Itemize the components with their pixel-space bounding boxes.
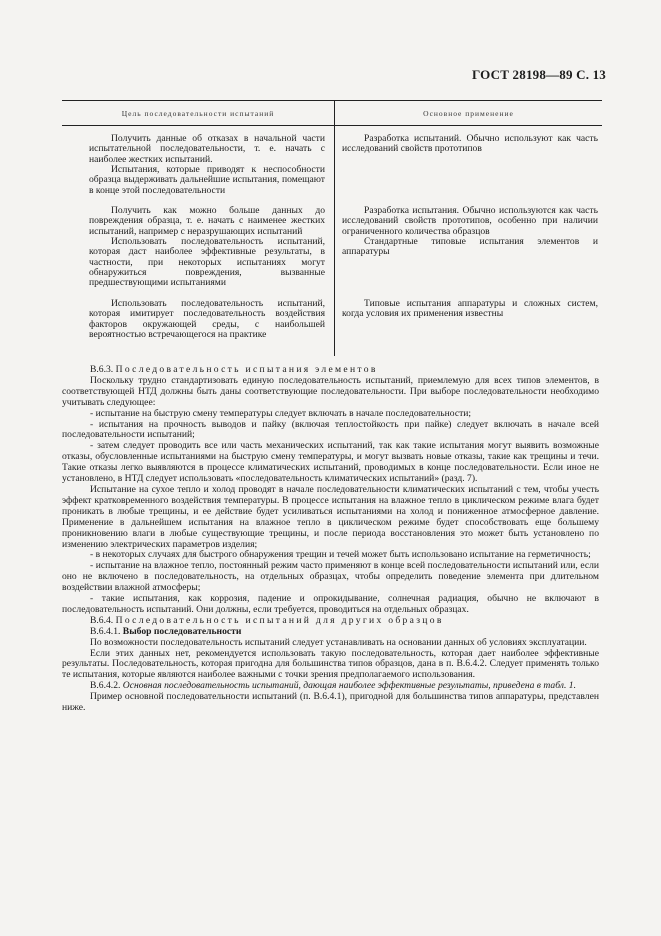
table-column-divider — [334, 100, 335, 356]
paragraph: - испытание на влажное тепло, постоянный режим часто применяют в конце всей последовательности испытаний или, если оно не включено в последовательность, на отдельных образцах, чтобы определить поведение элемента при длительном воздействии влажной атмосферы; — [62, 560, 599, 594]
table-top-rule — [62, 100, 602, 101]
paragraph: - в некоторых случаях для быстрого обнаружения трещин и течей может быть использовано испытание на герметичность; — [90, 549, 591, 561]
table-header-goal: Цель последовательности испытаний — [121, 109, 275, 118]
section-heading-b63: В.6.3. Последовательность испытания элементов — [90, 364, 378, 375]
paragraph: Если этих данных нет, рекомендуется использовать такую последовательность, которая дает наиболее эффективные результаты. Последовательность, которая пригодна для большинства типов образцов, дана в п. В.6.4.2. Следует применять только те испытания, которые являются наиболее важными с точки зрения предполагаемого использования. — [62, 647, 599, 681]
paragraph: Испытание на сухое тепло и холод проводят в начале последовательности климатических испытаний с тем, чтобы учесть эффект кратковременного воздействия температуры. В процессе испытания на влажное тепло в циклическом режиме влага будет проникать в любые трещины, и ее действие будет усиливаться испытаниями на холод и пониженное атмосферное давление. Применение в дальнейшем испытания на влажное тепло в циклическом режиме будет способствовать еще большему проникновению влаги в любые существующие трещины, и после периода восстановления это может быть установлено по изменению электрических параметров изделия; — [62, 483, 599, 550]
table-cell-application: Типовые испытания аппаратуры и сложных систем, когда условия их применения известны — [342, 298, 598, 320]
document-body — [62, 365, 599, 714]
section-heading-b641: В.6.4.1. Выбор последовательности — [90, 625, 242, 637]
section-heading-b64: В.6.4. Последовательность испытаний для других образцов — [90, 614, 444, 626]
table-cell-goal: Получить данные об отказах в начальной части испытательной последовательности, т. е. начать с наиболее жестких испытаний. — [89, 133, 325, 165]
sequence-table — [62, 100, 602, 356]
table-cell-goal: Получить как можно больше данных до повреждения образца, т. е. начать с наименее жестких испытаний, например с неразрушающих испытаний — [89, 205, 325, 237]
table-cell-goal: Испытания, которые приводят к неспособности образца выдерживать дальнейшие испытания, помещают в конце этой последовательности — [89, 164, 325, 196]
paragraph: - такие испытания, как коррозия, падение и опрокидывание, солнечная радиация, обычно не включают в последовательность испытаний. Они должны, если требуется, проводиться на отдельных образцах. — [62, 593, 599, 615]
section-heading-b642: В.6.4.2. Основная последовательность испытаний, дающая наиболее эффективные результаты, приведена в табл. 1. — [90, 680, 576, 692]
paragraph: - затем следует проводить все или часть механических испытаний, так как такие испытания могут выявить возможные отказы, обусловленные испытаниями на быструю смену температуры, и могут вызвать новые отказы, такие как трещины и течи. Такие отказы легко выявляются в процессе климатических испытаний, проводимых в конце последовательности. Если иное не установлено, в НТД следует использовать «последовательность климатических испытаний» (разд. 7). — [62, 440, 599, 485]
paragraph: - испытание на быструю смену температуры следует включать в начале последовательности; — [90, 407, 472, 419]
paragraph: - испытания на прочность выводов и пайку (включая теплостойкость при пайке) следует включать в начале всей последовательности испытаний; — [62, 418, 599, 441]
table-header-application: Основное применение — [423, 109, 514, 118]
paragraph: По возможности последовательность испытаний следует устанавливать на основании данных об условиях эксплуатации. — [90, 636, 587, 648]
table-cell-application: Стандартные типовые испытания элементов и аппаратуры — [342, 236, 598, 258]
paragraph: Пример основной последовательности испытаний (п. В.6.4.1), пригодной для большинства типов аппаратуры, представлен ниже. — [62, 691, 599, 714]
table-cell-goal: Использовать последовательность испытаний, которая даст наиболее эффективные результаты, в частности, при некоторых испытаниях могут обнаружиться повреждения, вызванные предшествующими испытаниями — [89, 236, 325, 289]
table-cell-application: Разработка испытаний. Обычно используют как часть исследований свойств прототипов — [342, 133, 598, 155]
table-cell-application: Разработка испытания. Обычно используются как часть исследований свойств прототипов, особенно при наличии ограниченного количества образцов — [342, 205, 598, 237]
page-header: ГОСТ 28198—89 С. 13 — [472, 67, 606, 82]
table-cell-goal: Использовать последовательность испытаний, которая имитирует последовательность воздействия факторов окружающей среды, с наибольшей вероятностью встречающегося на практике — [89, 298, 325, 340]
paragraph: Поскольку трудно стандартизовать единую последовательность испытаний, приемлемую для всех типов элементов, в соответствующей НТД должны быть даны соответствующие последовательности. При выборе последовательности необходимо учитывать следующее: — [62, 374, 599, 408]
table-header-rule — [62, 125, 602, 126]
